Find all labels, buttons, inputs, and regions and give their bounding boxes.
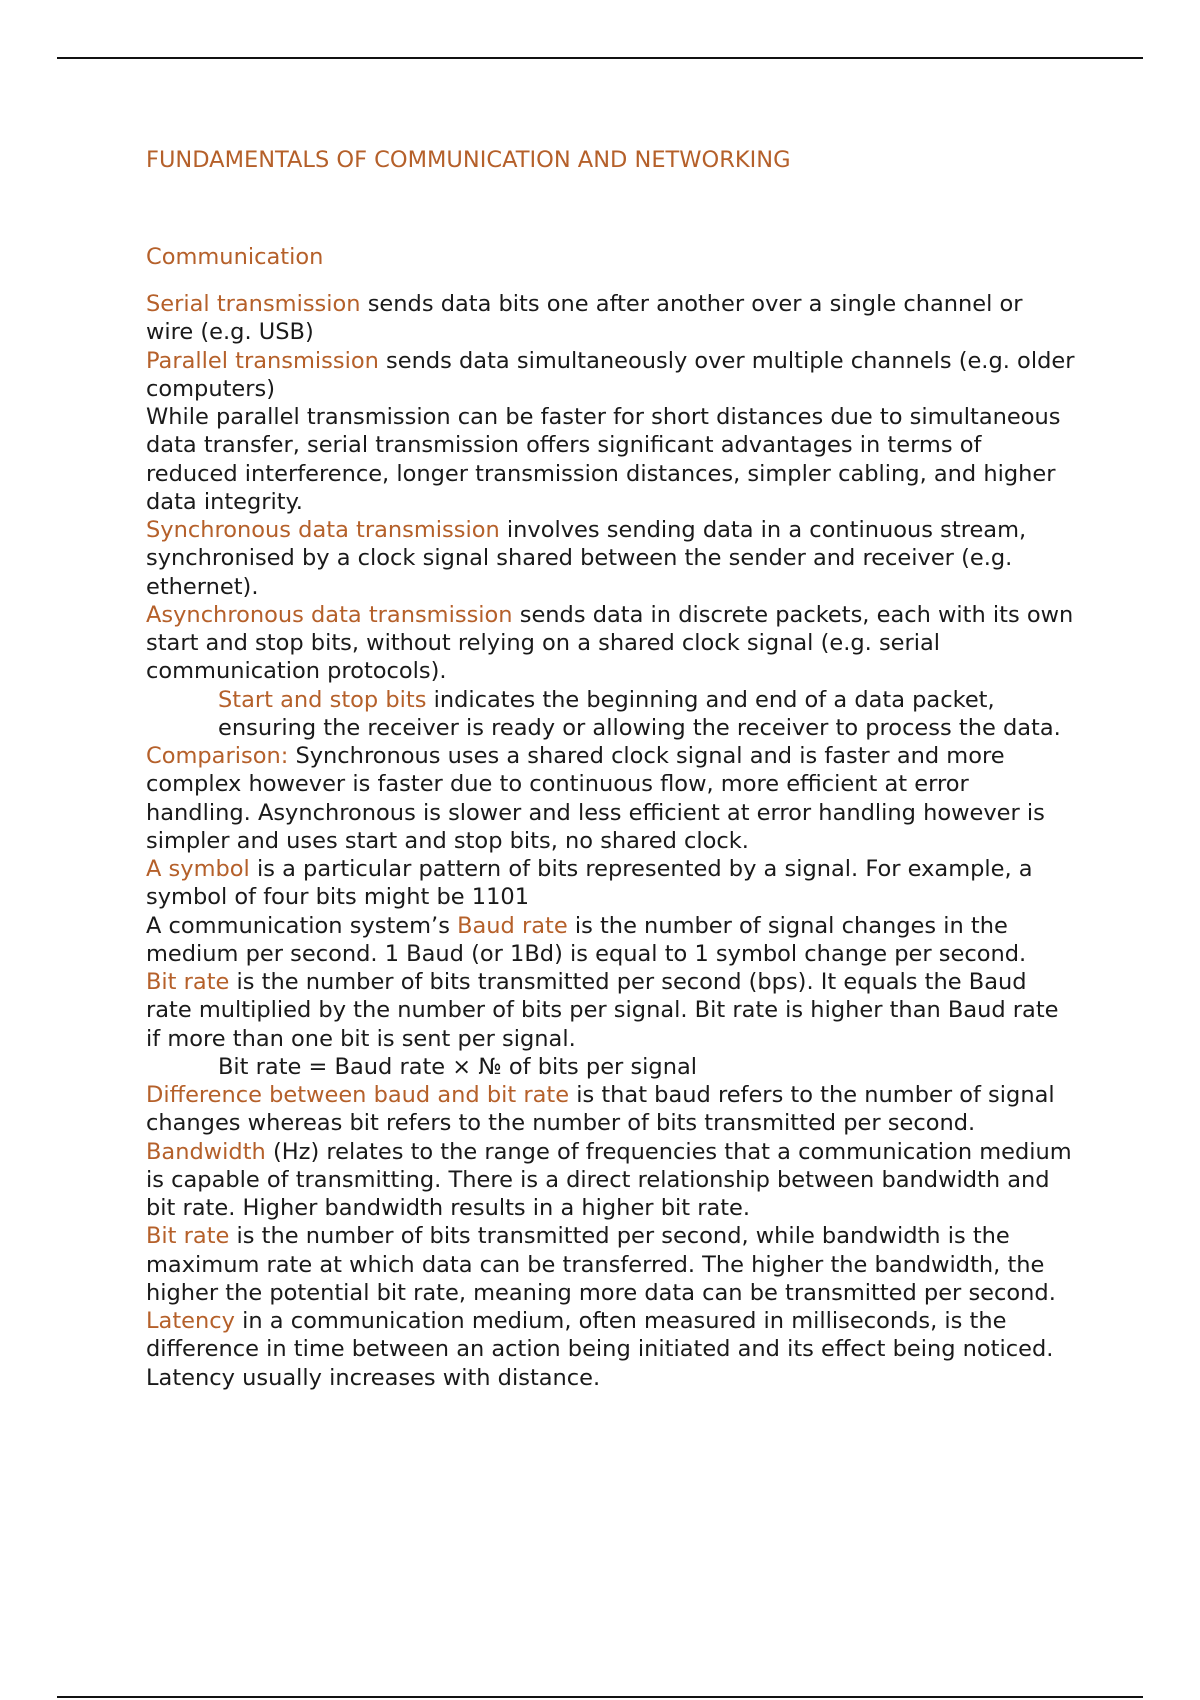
paragraph-baud-rate — [146, 912, 1076, 969]
definition-text: sends data simultaneously over multiple channels (e.g. older computers) — [146, 347, 1075, 402]
term-synchronous-transmission: Synchronous data transmission — [146, 517, 500, 543]
document-title: FUNDAMENTALS OF COMMUNICATION AND NETWORKING — [146, 147, 791, 173]
paragraph-parallel-transmission — [146, 347, 1076, 404]
bottom-rule — [57, 1696, 1143, 1698]
paragraph-comparison — [146, 742, 1076, 855]
term-bit-rate: Bit rate — [146, 1223, 230, 1250]
definition-text: is the number of bits transmitted per second (bps). It equals the Baud rate multiplied by the number of bits per signal. Bit rate is higher than Baud rate if more than one bit is sent per signal. — [146, 969, 1059, 1052]
term-baud-vs-bit-rate: Difference between baud and bit rate — [146, 1082, 570, 1108]
paragraph-serial-transmission — [146, 290, 1076, 347]
term-bandwidth: Bandwidth — [146, 1138, 266, 1165]
definition-text: is the number of signal changes in the medium per second. 1 Baud (or 1Bd) is equal to 1 symbol change per second. — [146, 912, 1027, 967]
formula-text: Bit rate = Baud rate × № of bits per signal — [218, 1053, 698, 1080]
term-bit-rate: Bit rate — [146, 969, 230, 995]
definition-text: is the number of bits transmitted per second, while bandwidth is the maximum rate at which data can be transferred. The higher the bandwidth, the higher the potential bit rate, meaning more data can be transmitted per second. — [146, 1223, 1056, 1306]
term-latency: Latency — [146, 1308, 235, 1334]
definition-text: sends data in discrete packets, each with its own start and stop bits, without relying on a shared clock signal (e.g. serial communication protocols). — [146, 601, 1074, 685]
body-text: While parallel transmission can be faster for short distances due to simultaneous data transfer, serial transmission offers significant advantages in terms of reduced interference, longer transmission distances, simpler cabling, and higher data integrity. — [146, 404, 1061, 515]
body-text: A communication system’s — [146, 912, 458, 939]
section-heading: Communication — [146, 244, 324, 270]
term-parallel-transmission: Parallel transmission — [146, 347, 379, 374]
paragraph-bit-rate-vs-bandwidth — [146, 1222, 1076, 1307]
paragraph-bit-rate — [146, 968, 1076, 1053]
definition-text: Synchronous uses a shared clock signal and is faster and more complex however is faster due to continuous flow, more efficient at error handling. Asynchronous is slower and less efficient at error handling however is simpler and uses start and stop bits, no shared clock. — [146, 743, 1045, 854]
paragraph-start-stop-bits — [146, 686, 1076, 743]
paragraph-baud-vs-bit-rate — [146, 1081, 1076, 1138]
term-asynchronous-transmission: Asynchronous data transmission — [146, 601, 513, 628]
paragraph-asynchronous-transmission — [146, 601, 1076, 686]
paragraph-latency — [146, 1307, 1076, 1392]
term-baud-rate: Baud rate — [457, 912, 568, 939]
definition-text: sends data bits one after another over a single channel or wire (e.g. USB) — [146, 291, 1023, 346]
term-symbol: A symbol — [146, 856, 250, 882]
paragraph-symbol — [146, 855, 1076, 912]
definition-text: is a particular pattern of bits represented by a signal. For example, a symbol of four bits might be 1101 — [146, 856, 1033, 911]
definition-text: indicates the beginning and end of a data packet, ensuring the receiver is ready or allowing the receiver to process the data. — [218, 686, 1061, 741]
paragraph-bandwidth — [146, 1138, 1076, 1223]
top-rule — [57, 57, 1143, 59]
term-comparison: Comparison: — [146, 743, 289, 769]
definition-text: (Hz) relates to the range of frequencies that a communication medium is capable of transmitting. There is a direct relationship between bandwidth and bit rate. Higher bandwidth results in a higher bit rate. — [146, 1138, 1072, 1221]
term-start-stop-bits: Start and stop bits — [218, 686, 427, 713]
document-body — [146, 290, 1076, 1392]
bit-rate-formula — [146, 1053, 1076, 1081]
paragraph-synchronous-transmission — [146, 516, 1076, 601]
term-serial-transmission: Serial transmission — [146, 291, 361, 317]
definition-text: in a communication medium, often measured in milliseconds, is the difference in time between an action being initiated and its effect being noticed. Latency usually increases with distance. — [146, 1308, 1054, 1391]
paragraph-serial-vs-parallel — [146, 403, 1076, 516]
definition-text: involves sending data in a continuous stream, synchronised by a clock signal shared between the sender and receiver (e.g. ethernet). — [146, 517, 1027, 600]
definition-text: is that baud refers to the number of signal changes whereas bit refers to the number of bits transmitted per second. — [146, 1082, 1055, 1137]
